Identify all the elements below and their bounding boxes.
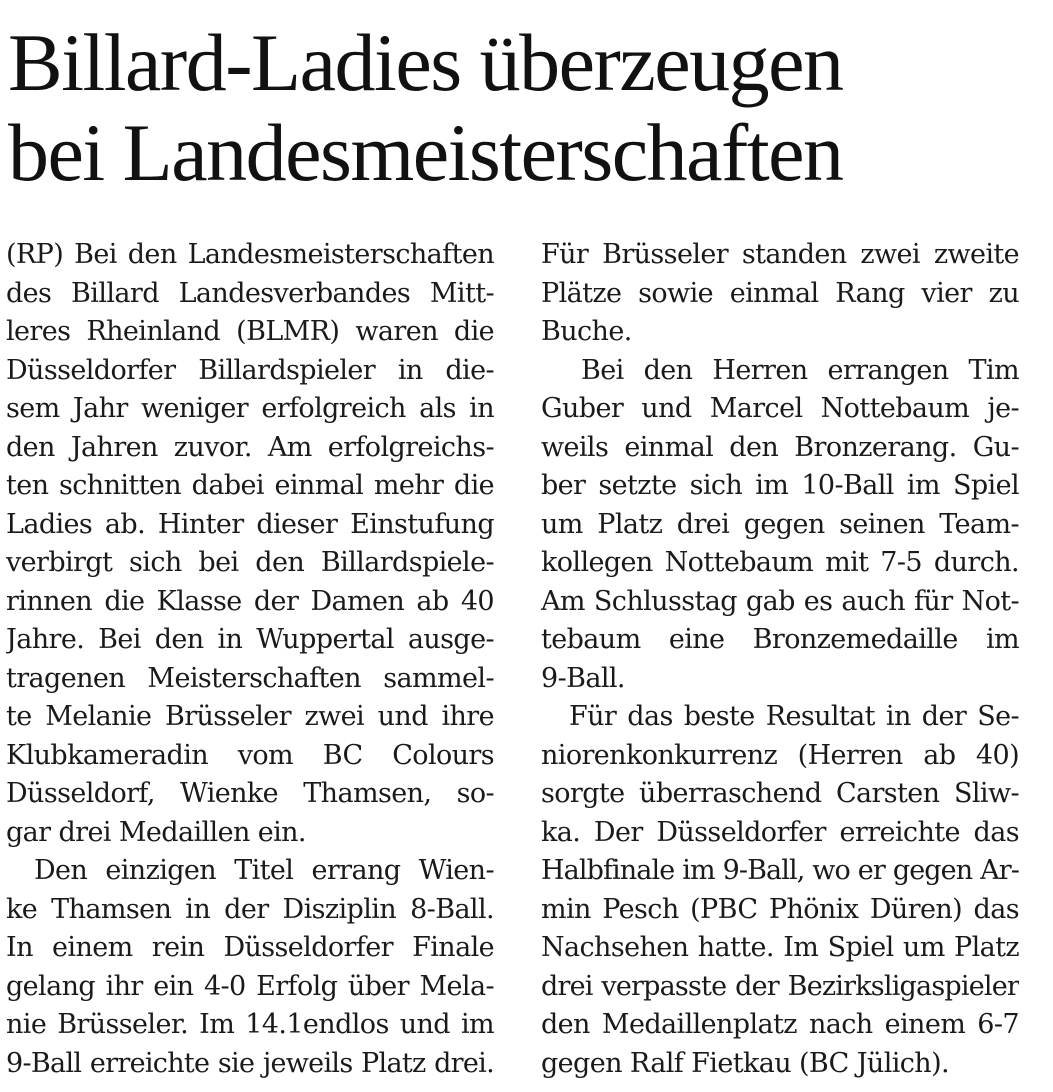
text-line: des Billard Landesverbandes Mitt- bbox=[6, 277, 494, 309]
text-line: niorenkonkurrenz (Herren ab 40) bbox=[541, 739, 1019, 771]
text-line: Plätze sowie einmal Rang vier zu bbox=[541, 277, 1019, 309]
text-line: ber setzte sich im 10-Ball im Spiel bbox=[541, 470, 1019, 501]
text-line: 9-Ball erreichte sie jeweils Platz drei. bbox=[6, 1047, 494, 1079]
text-line: Klubkameradin vom BC Colours bbox=[6, 739, 494, 771]
text-line: den Medaillenplatz nach einem 6-7 bbox=[541, 1009, 1019, 1040]
text-line: 9-Ball. bbox=[541, 662, 625, 694]
text-line: ten schnitten dabei einmal mehr die bbox=[6, 470, 494, 501]
headline-line-1: Billard-Ladies überzeugen bbox=[8, 17, 843, 108]
text-line: In einem rein Düsseldorfer Finale bbox=[6, 932, 494, 963]
text-line: Düsseldorfer Billardspieler in die- bbox=[6, 354, 494, 386]
text-line: sorgte überraschend Carsten Sliw- bbox=[541, 778, 1019, 809]
text-line: ke Thamsen in der Disziplin 8-Ball. bbox=[6, 893, 494, 925]
text-line: Am Schlusstag gab es auch für Not- bbox=[541, 585, 1019, 617]
text-line: Ladies ab. Hinter dieser Einstufung bbox=[6, 508, 494, 540]
text-line: Für Brüsseler standen zwei zweite bbox=[541, 239, 1019, 270]
text-line: Für das beste Resultat in der Se- bbox=[569, 701, 1019, 732]
text-line: te Melanie Brüsseler zwei und ihre bbox=[6, 701, 494, 732]
text-line: rinnen die Klasse der Damen ab 40 bbox=[6, 585, 494, 617]
article-column-right bbox=[541, 236, 1019, 1083]
text-line: Nachsehen hatte. Im Spiel um Platz bbox=[541, 932, 1019, 963]
text-line: drei verpasste der Bezirksligaspieler bbox=[541, 970, 1019, 1002]
headline-line-2: bei Landesmeisterschaften bbox=[8, 107, 843, 198]
text-line: gelang ihr ein 4-0 Erfolg über Mela- bbox=[6, 970, 494, 1002]
text-line: Bei den Herren errangen Tim bbox=[581, 354, 1019, 386]
headline bbox=[8, 18, 1048, 198]
text-line: Guber und Marcel Nottebaum je- bbox=[541, 393, 1019, 424]
text-line: Halbfinale im 9-Ball, wo er gegen Ar- bbox=[541, 855, 1019, 886]
text-line: tragenen Meisterschaften sammel- bbox=[6, 662, 494, 694]
text-line: den Jahren zuvor. Am erfolgreichs- bbox=[6, 431, 494, 463]
article-column-left bbox=[6, 236, 494, 1083]
text-line: um Platz drei gegen seinen Team- bbox=[541, 508, 1019, 540]
text-line: Düsseldorf, Wienke Thamsen, so- bbox=[6, 778, 494, 809]
text-line: kollegen Nottebaum mit 7-5 durch. bbox=[541, 547, 1019, 578]
text-line: gegen Ralf Fietkau (BC Jülich). bbox=[541, 1047, 950, 1079]
text-line: min Pesch (PBC Phönix Düren) das bbox=[541, 893, 1019, 925]
text-line: (RP) Bei den Landesmeisterschaften bbox=[6, 239, 494, 270]
text-line: weils einmal den Bronzerang. Gu- bbox=[541, 431, 1019, 463]
text-line: tebaum eine Bronzemedaille im bbox=[541, 624, 1019, 655]
text-line: nie Brüsseler. Im 14.1endlos und im bbox=[6, 1009, 494, 1040]
text-line: verbirgt sich bei den Billardspiele- bbox=[6, 547, 494, 578]
text-line: Buche. bbox=[541, 316, 632, 347]
text-line: ka. Der Düsseldorfer erreichte das bbox=[541, 816, 1019, 848]
text-line: Jahre. Bei den in Wuppertal ausge- bbox=[6, 624, 494, 655]
text-line: Den einzigen Titel errang Wien- bbox=[34, 855, 494, 886]
text-line: sem Jahr weniger erfolgreich als in bbox=[6, 393, 494, 424]
text-line: leres Rheinland (BLMR) waren die bbox=[6, 316, 494, 347]
text-line: gar drei Medaillen ein. bbox=[6, 816, 306, 848]
